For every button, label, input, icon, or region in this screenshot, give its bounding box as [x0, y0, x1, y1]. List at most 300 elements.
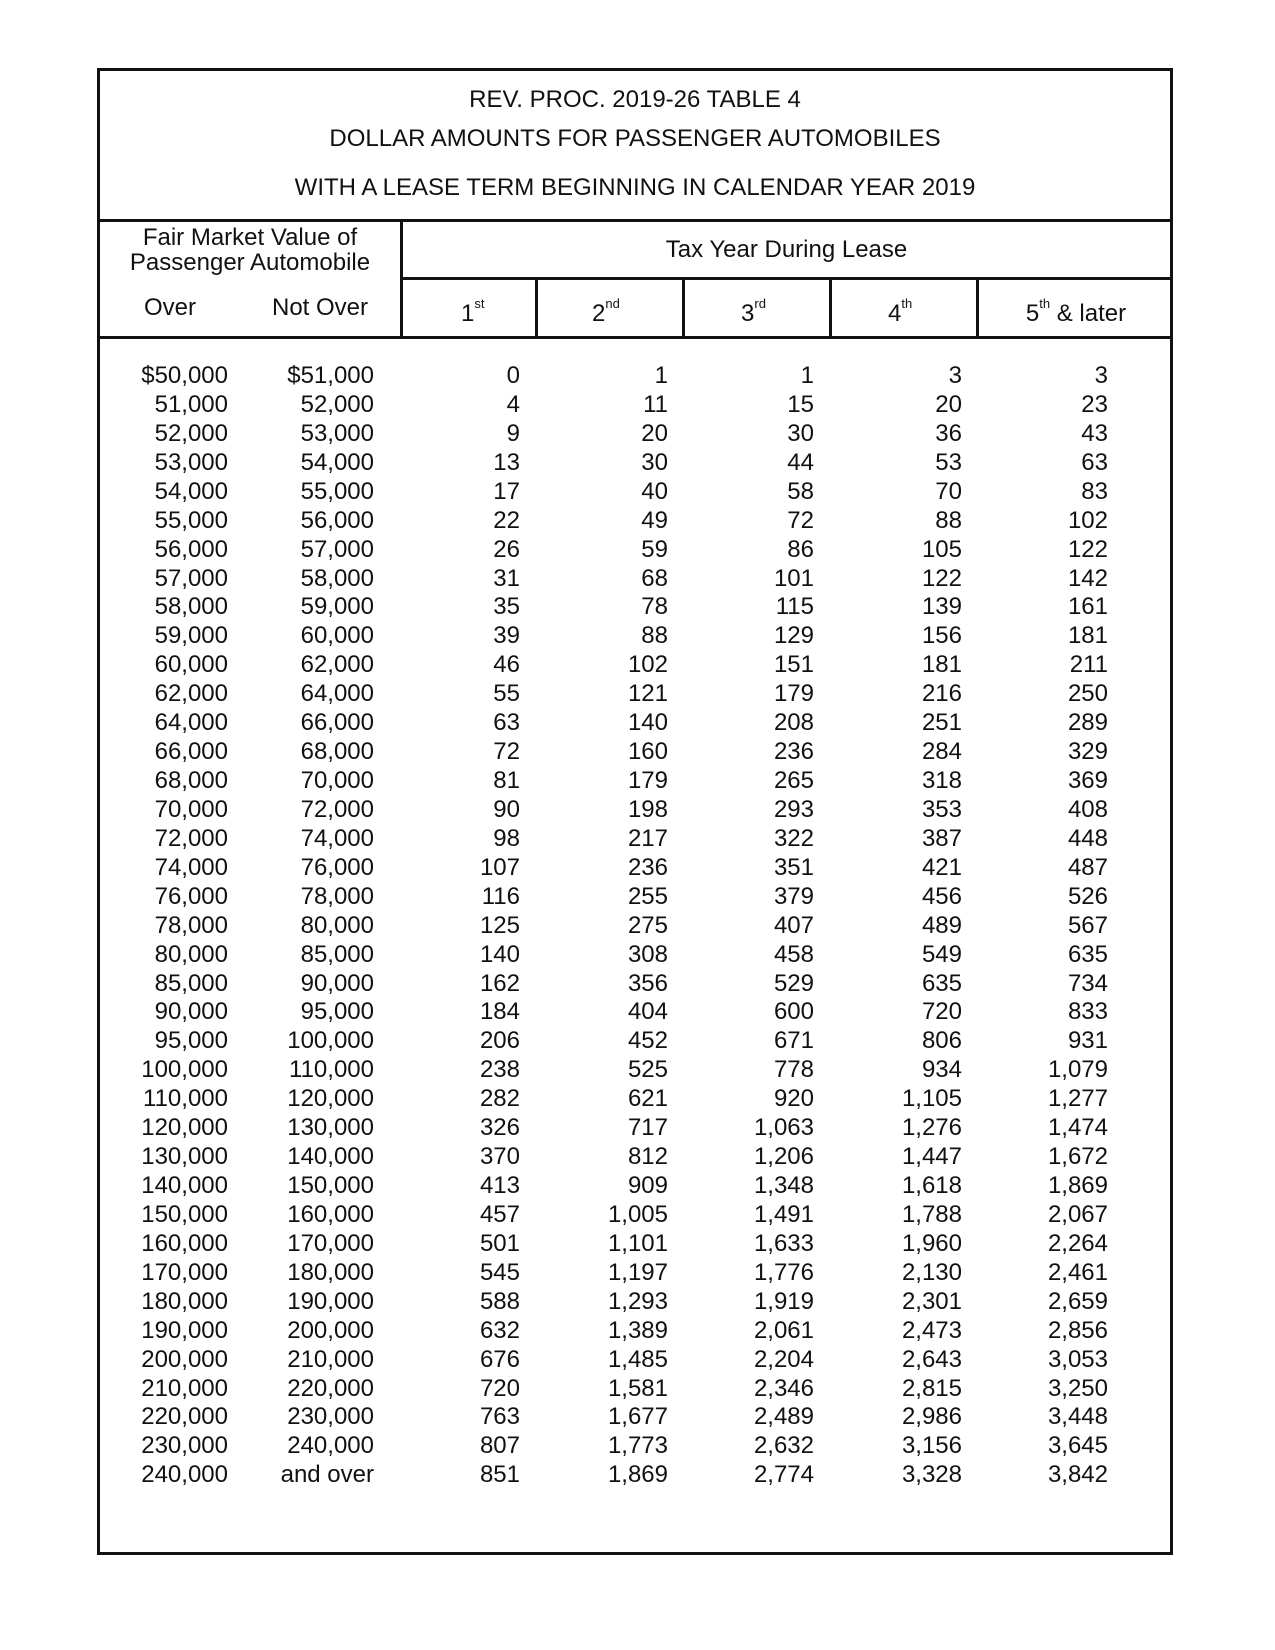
not-over-cell: 220,000	[287, 1374, 374, 1402]
year-5-cell: 3,645	[1047, 1432, 1108, 1460]
over-cell: 62,000	[154, 680, 228, 708]
table-row	[100, 708, 1170, 738]
year-4-cell: 216	[921, 680, 962, 708]
year-5-cell: 83	[1081, 477, 1108, 505]
year-2-cell: 717	[627, 1114, 668, 1142]
year-5-cell: 487	[1067, 853, 1108, 881]
not-over-cell: 72,000	[300, 795, 374, 823]
table-row	[100, 1084, 1170, 1114]
year-5-header: 5th & later	[1025, 296, 1127, 327]
not-over-cell: 240,000	[287, 1432, 374, 1460]
year-4-header: 4th	[888, 296, 913, 327]
year-1-cell: 162	[479, 969, 520, 997]
table-row	[100, 592, 1170, 622]
not-over-cell: 190,000	[287, 1287, 374, 1315]
over-cell: 90,000	[154, 998, 228, 1026]
table-row	[100, 477, 1170, 507]
year-4-cell: 720	[921, 998, 962, 1026]
table-row	[100, 911, 1170, 941]
year-4-cell: 181	[921, 651, 962, 679]
year-4-cell: 36	[935, 419, 962, 447]
year-4-cell: 3,156	[901, 1432, 962, 1460]
year-2-cell: 1,005	[607, 1200, 668, 1228]
not-over-cell: 160,000	[287, 1200, 374, 1228]
table-row	[100, 361, 1170, 391]
table-row	[100, 679, 1170, 709]
over-cell: 240,000	[141, 1461, 228, 1489]
over-column-header: Over	[143, 294, 196, 321]
year-1-cell: 39	[493, 622, 520, 650]
not-over-cell: 95,000	[300, 998, 374, 1026]
over-cell: 58,000	[154, 593, 228, 621]
table-row	[100, 853, 1170, 883]
over-cell: 55,000	[154, 506, 228, 534]
table-row	[100, 997, 1170, 1027]
year-5-cell: 2,659	[1047, 1287, 1108, 1315]
over-cell: 160,000	[141, 1229, 228, 1257]
year-1-cell: 125	[479, 911, 520, 939]
year-3-cell: 293	[773, 795, 814, 823]
not-over-cell: 230,000	[287, 1403, 374, 1431]
year-4-cell: 1,788	[901, 1200, 962, 1228]
year-5-cell: 2,856	[1047, 1316, 1108, 1344]
year-3-cell: 1,633	[753, 1229, 814, 1257]
year-1-cell: 35	[493, 593, 520, 621]
over-cell: 51,000	[154, 390, 228, 418]
year-5-cell: 2,264	[1047, 1229, 1108, 1257]
not-over-cell: 66,000	[300, 709, 374, 737]
year-3-cell: 2,204	[753, 1345, 814, 1373]
year-5-cell: 1,277	[1047, 1085, 1108, 1113]
year-4-cell: 318	[921, 767, 962, 795]
table-row	[100, 1171, 1170, 1201]
year-3-cell: 379	[773, 882, 814, 910]
year-2-cell: 525	[627, 1056, 668, 1084]
table-row	[100, 1460, 1170, 1490]
year-4-cell: 635	[921, 969, 962, 997]
year-4-cell: 53	[935, 448, 962, 476]
year-3-cell: 778	[773, 1056, 814, 1084]
year-1-cell: 326	[479, 1114, 520, 1142]
not-over-cell: 76,000	[300, 853, 374, 881]
year-5-cell: 161	[1067, 593, 1108, 621]
year-1-cell: 55	[493, 680, 520, 708]
over-cell: 54,000	[154, 477, 228, 505]
not-over-cell: 100,000	[287, 1027, 374, 1055]
table-row	[100, 824, 1170, 854]
year-4-cell: 139	[921, 593, 962, 621]
year-3-cell: 2,489	[753, 1403, 814, 1431]
table-row	[100, 1287, 1170, 1317]
over-cell: 53,000	[154, 448, 228, 476]
year-5-cell: 142	[1067, 564, 1108, 592]
year-2-cell: 1,869	[607, 1461, 668, 1489]
year-5-cell: 408	[1067, 795, 1108, 823]
year-5-cell: 2,461	[1047, 1258, 1108, 1286]
year-3-cell: 458	[773, 940, 814, 968]
year-5-cell: 43	[1081, 419, 1108, 447]
year-5-cell: 3,842	[1047, 1461, 1108, 1489]
table-row	[100, 1026, 1170, 1056]
year-5-cell: 1,672	[1047, 1143, 1108, 1171]
year-3-cell: 58	[787, 477, 814, 505]
year-1-cell: 46	[493, 651, 520, 679]
year-5-cell: 122	[1067, 535, 1108, 563]
year-4-cell: 2,643	[901, 1345, 962, 1373]
year-5-cell: 2,067	[1047, 1200, 1108, 1228]
not-over-cell: 62,000	[300, 651, 374, 679]
over-cell: 70,000	[154, 795, 228, 823]
table-row	[100, 1402, 1170, 1432]
header-bottom-rule	[100, 336, 1170, 339]
not-over-cell: 52,000	[300, 390, 374, 418]
year-5-cell: 931	[1067, 1027, 1108, 1055]
year-2-cell: 1,389	[607, 1316, 668, 1344]
year-4-cell: 70	[935, 477, 962, 505]
year-1-cell: 13	[493, 448, 520, 476]
year-4-cell: 88	[935, 506, 962, 534]
year-5-cell: 448	[1067, 824, 1108, 852]
year-2-cell: 452	[627, 1027, 668, 1055]
year-3-cell: 86	[787, 535, 814, 563]
not-over-cell: 150,000	[287, 1172, 374, 1200]
table-row	[100, 1316, 1170, 1346]
not-over-cell: 210,000	[287, 1345, 374, 1373]
year-3-cell: 920	[773, 1085, 814, 1113]
table-row	[100, 969, 1170, 999]
not-over-cell: 85,000	[300, 940, 374, 968]
over-cell: 210,000	[141, 1374, 228, 1402]
over-cell: 170,000	[141, 1258, 228, 1286]
year-2-cell: 59	[641, 535, 668, 563]
table-row	[100, 621, 1170, 651]
table-row	[100, 506, 1170, 536]
table-header	[100, 219, 1170, 339]
year-2-cell: 102	[627, 651, 668, 679]
year-4-cell: 1,960	[901, 1229, 962, 1257]
over-cell: 60,000	[154, 651, 228, 679]
year-1-cell: 807	[479, 1432, 520, 1460]
year-3-cell: 236	[773, 738, 814, 766]
year-3-cell: 600	[773, 998, 814, 1026]
not-over-cell: 57,000	[300, 535, 374, 563]
year-4-cell: 2,301	[901, 1287, 962, 1315]
over-cell: 95,000	[154, 1027, 228, 1055]
over-cell: 230,000	[141, 1432, 228, 1460]
table-row	[100, 1229, 1170, 1259]
year-4-cell: 1,276	[901, 1114, 962, 1142]
not-over-cell: 53,000	[300, 419, 374, 447]
table-title-line-1: REV. PROC. 2019-26 TABLE 4	[469, 86, 801, 113]
year-1-cell: 370	[479, 1143, 520, 1171]
year-2-cell: 812	[627, 1143, 668, 1171]
over-cell: 100,000	[141, 1056, 228, 1084]
not-over-cell: 60,000	[300, 622, 374, 650]
year-5-cell: 211	[1069, 651, 1108, 679]
year-2-cell: 198	[627, 795, 668, 823]
fmv-header-line-2: Passenger Automobile	[129, 249, 371, 276]
year-5-cell: 3	[1094, 362, 1108, 389]
over-cell: 74,000	[154, 853, 228, 881]
year-1-cell: 9	[506, 419, 520, 447]
year-3-cell: 101	[773, 564, 814, 592]
year-1-cell: 720	[479, 1374, 520, 1402]
over-cell: 120,000	[141, 1114, 228, 1142]
year-5-cell: 329	[1067, 738, 1108, 766]
year-5-cell: 369	[1067, 767, 1108, 795]
year-4-cell: 806	[921, 1027, 962, 1055]
year-3-cell: 671	[773, 1027, 814, 1055]
year-1-cell: 72	[493, 738, 520, 766]
over-cell: 59,000	[154, 622, 228, 650]
year-2-cell: 1	[654, 362, 668, 389]
year-5-cell: 3,448	[1047, 1403, 1108, 1431]
year-4-cell: 105	[921, 535, 962, 563]
year-3-cell: 1,491	[753, 1200, 814, 1228]
not-over-cell: 68,000	[300, 738, 374, 766]
over-cell: 190,000	[141, 1316, 228, 1344]
year-1-cell: 0	[506, 362, 520, 389]
over-cell: 85,000	[154, 969, 228, 997]
year-1-cell: 457	[479, 1200, 520, 1228]
fmv-header	[100, 219, 400, 279]
year-3-cell: 351	[773, 853, 814, 881]
year-3-cell: 179	[773, 680, 814, 708]
year-1-cell: 545	[479, 1258, 520, 1286]
table-title-line-3: WITH A LEASE TERM BEGINNING IN CALENDAR YEAR 2019	[294, 174, 976, 201]
over-cell: 78,000	[154, 911, 228, 939]
year-5-cell: 250	[1067, 680, 1108, 708]
year-2-cell: 217	[627, 824, 668, 852]
year-2-cell: 40	[641, 477, 668, 505]
not-over-cell: 80,000	[300, 911, 374, 939]
year-5-cell: 63	[1081, 448, 1108, 476]
year-3-cell: 115	[775, 593, 814, 621]
year-4-cell: 2,473	[901, 1316, 962, 1344]
year-2-cell: 30	[641, 448, 668, 476]
table-row	[100, 419, 1170, 449]
year-3-cell: 151	[773, 651, 814, 679]
year-3-cell: 407	[773, 911, 814, 939]
year-1-cell: 206	[479, 1027, 520, 1055]
over-cell: 76,000	[154, 882, 228, 910]
year-4-cell: 1,447	[901, 1143, 962, 1171]
not-over-cell: 55,000	[300, 477, 374, 505]
year-3-cell: 30	[787, 419, 814, 447]
year-1-cell: 22	[493, 506, 520, 534]
year-2-cell: 1,677	[607, 1403, 668, 1431]
not-over-cell: 170,000	[287, 1229, 374, 1257]
year-1-cell: 26	[493, 535, 520, 563]
not-over-cell: 78,000	[300, 882, 374, 910]
not-over-cell: 140,000	[287, 1143, 374, 1171]
not-over-cell: 56,000	[300, 506, 374, 534]
over-cell: 72,000	[154, 824, 228, 852]
year-1-cell: 588	[479, 1287, 520, 1315]
table-row	[100, 564, 1170, 594]
year-2-cell: 140	[627, 709, 668, 737]
not-over-cell: 74,000	[300, 824, 374, 852]
year-2-cell: 404	[627, 998, 668, 1026]
year-5-cell: 23	[1081, 390, 1108, 418]
year-5-cell: 3,250	[1047, 1374, 1108, 1402]
year-4-cell: 353	[921, 795, 962, 823]
year-3-cell: 1,776	[753, 1258, 814, 1286]
year-3-cell: 72	[787, 506, 814, 534]
not-over-cell: 90,000	[300, 969, 374, 997]
over-cell: 220,000	[141, 1403, 228, 1431]
year-4-cell: 549	[921, 940, 962, 968]
not-over-column-header: Not Over	[271, 294, 369, 321]
year-1-cell: 107	[479, 853, 520, 881]
over-cell: 200,000	[141, 1345, 228, 1373]
table-row	[100, 882, 1170, 912]
year-3-cell: 322	[773, 824, 814, 852]
year-3-header: 3rd	[741, 296, 766, 327]
year-2-cell: 275	[627, 911, 668, 939]
over-cell: 56,000	[154, 535, 228, 563]
not-over-cell: 130,000	[287, 1114, 374, 1142]
year-2-cell: 236	[627, 853, 668, 881]
over-cell: $50,000	[141, 362, 228, 389]
year-1-cell: 851	[479, 1461, 520, 1489]
table-row	[100, 650, 1170, 680]
table-title-block	[100, 71, 1170, 222]
year-2-cell: 179	[627, 767, 668, 795]
year-2-cell: 88	[641, 622, 668, 650]
year-2-cell: 20	[641, 419, 668, 447]
year-5-cell: 833	[1067, 998, 1108, 1026]
table-row	[100, 1374, 1170, 1404]
table-row	[100, 940, 1170, 970]
year-4-cell: 20	[935, 390, 962, 418]
not-over-cell: 59,000	[300, 593, 374, 621]
year-2-cell: 1,485	[607, 1345, 668, 1373]
not-over-cell: 200,000	[287, 1316, 374, 1344]
year-3-cell: 44	[787, 448, 814, 476]
year-3-cell: 208	[773, 709, 814, 737]
table-row	[100, 1258, 1170, 1288]
over-cell: 130,000	[141, 1143, 228, 1171]
table-row	[100, 535, 1170, 565]
fmv-header-line-1: Fair Market Value of	[142, 224, 358, 251]
table-row	[100, 1142, 1170, 1172]
table-row	[100, 795, 1170, 825]
year-2-cell: 1,101	[607, 1229, 668, 1257]
year-2-cell: 78	[641, 593, 668, 621]
over-cell: 150,000	[141, 1200, 228, 1228]
year-1-cell: 116	[481, 882, 520, 910]
year-5-cell: 3,053	[1047, 1345, 1108, 1373]
year-2-cell: 1,197	[607, 1258, 668, 1286]
table-row	[100, 1200, 1170, 1230]
year-1-cell: 63	[493, 709, 520, 737]
year-1-cell: 98	[493, 824, 520, 852]
year-2-cell: 356	[627, 969, 668, 997]
year-3-cell: 1,348	[753, 1172, 814, 1200]
over-cell: 140,000	[141, 1172, 228, 1200]
over-cell: 52,000	[154, 419, 228, 447]
over-cell: 180,000	[141, 1287, 228, 1315]
table-row	[100, 1345, 1170, 1375]
year-1-cell: 184	[479, 998, 520, 1026]
year-3-cell: 2,061	[753, 1316, 814, 1344]
year-4-cell: 1,105	[901, 1085, 962, 1113]
year-4-cell: 934	[921, 1056, 962, 1084]
not-over-cell: 64,000	[300, 680, 374, 708]
year-1-cell: 81	[493, 767, 520, 795]
year-2-cell: 621	[627, 1085, 668, 1113]
not-over-cell: 58,000	[300, 564, 374, 592]
year-3-cell: 529	[773, 969, 814, 997]
year-1-cell: 238	[479, 1056, 520, 1084]
year-3-cell: 265	[773, 767, 814, 795]
over-cell: 68,000	[154, 767, 228, 795]
table-title-line-2: DOLLAR AMOUNTS FOR PASSENGER AUTOMOBILES	[329, 125, 941, 152]
year-4-cell: 1,618	[901, 1172, 962, 1200]
over-cell: 64,000	[154, 709, 228, 737]
year-2-cell: 1,773	[607, 1432, 668, 1460]
year-5-cell: 1,474	[1047, 1114, 1108, 1142]
table-row	[100, 737, 1170, 767]
table-row	[100, 1431, 1170, 1461]
year-2-cell: 1,581	[607, 1374, 668, 1402]
year-2-cell: 909	[627, 1172, 668, 1200]
year-1-cell: 17	[493, 477, 520, 505]
over-cell: 57,000	[154, 564, 228, 592]
over-cell: 110,000	[143, 1085, 228, 1113]
year-5-cell: 181	[1067, 622, 1108, 650]
year-5-cell: 102	[1067, 506, 1108, 534]
year-4-cell: 489	[921, 911, 962, 939]
year-2-cell: 1,293	[607, 1287, 668, 1315]
year-2-cell: 308	[627, 940, 668, 968]
year-2-cell: 68	[641, 564, 668, 592]
year-1-cell: 90	[493, 795, 520, 823]
table-row	[100, 390, 1170, 420]
year-1-cell: 31	[493, 564, 520, 592]
year-2-cell: 49	[641, 506, 668, 534]
not-over-cell: 180,000	[287, 1258, 374, 1286]
year-3-cell: 1,919	[753, 1287, 814, 1315]
year-1-cell: 413	[479, 1172, 520, 1200]
year-2-cell: 255	[627, 882, 668, 910]
table-row	[100, 448, 1170, 478]
year-4-cell: 387	[921, 824, 962, 852]
year-4-cell: 284	[921, 738, 962, 766]
not-over-cell: and over	[280, 1461, 374, 1489]
year-5-cell: 1,079	[1047, 1056, 1108, 1084]
year-4-cell: 2,130	[901, 1258, 962, 1286]
year-3-cell: 2,632	[753, 1432, 814, 1460]
lease-table	[97, 68, 1173, 1555]
year-4-cell: 2,986	[901, 1403, 962, 1431]
year-3-cell: 2,346	[753, 1374, 814, 1402]
year-3-cell: 1,063	[753, 1114, 814, 1142]
year-5-cell: 526	[1067, 882, 1108, 910]
year-4-cell: 2,815	[901, 1374, 962, 1402]
year-1-cell: 4	[506, 390, 520, 418]
year-4-cell: 456	[921, 882, 962, 910]
year-3-cell: 15	[787, 390, 814, 418]
year-2-header: 2nd	[592, 296, 620, 327]
not-over-cell: $51,000	[287, 362, 374, 389]
year-1-cell: 282	[479, 1085, 520, 1113]
year-4-cell: 122	[921, 564, 962, 592]
table-row	[100, 1113, 1170, 1143]
year-5-cell: 567	[1067, 911, 1108, 939]
not-over-cell: 110,000	[289, 1056, 374, 1084]
